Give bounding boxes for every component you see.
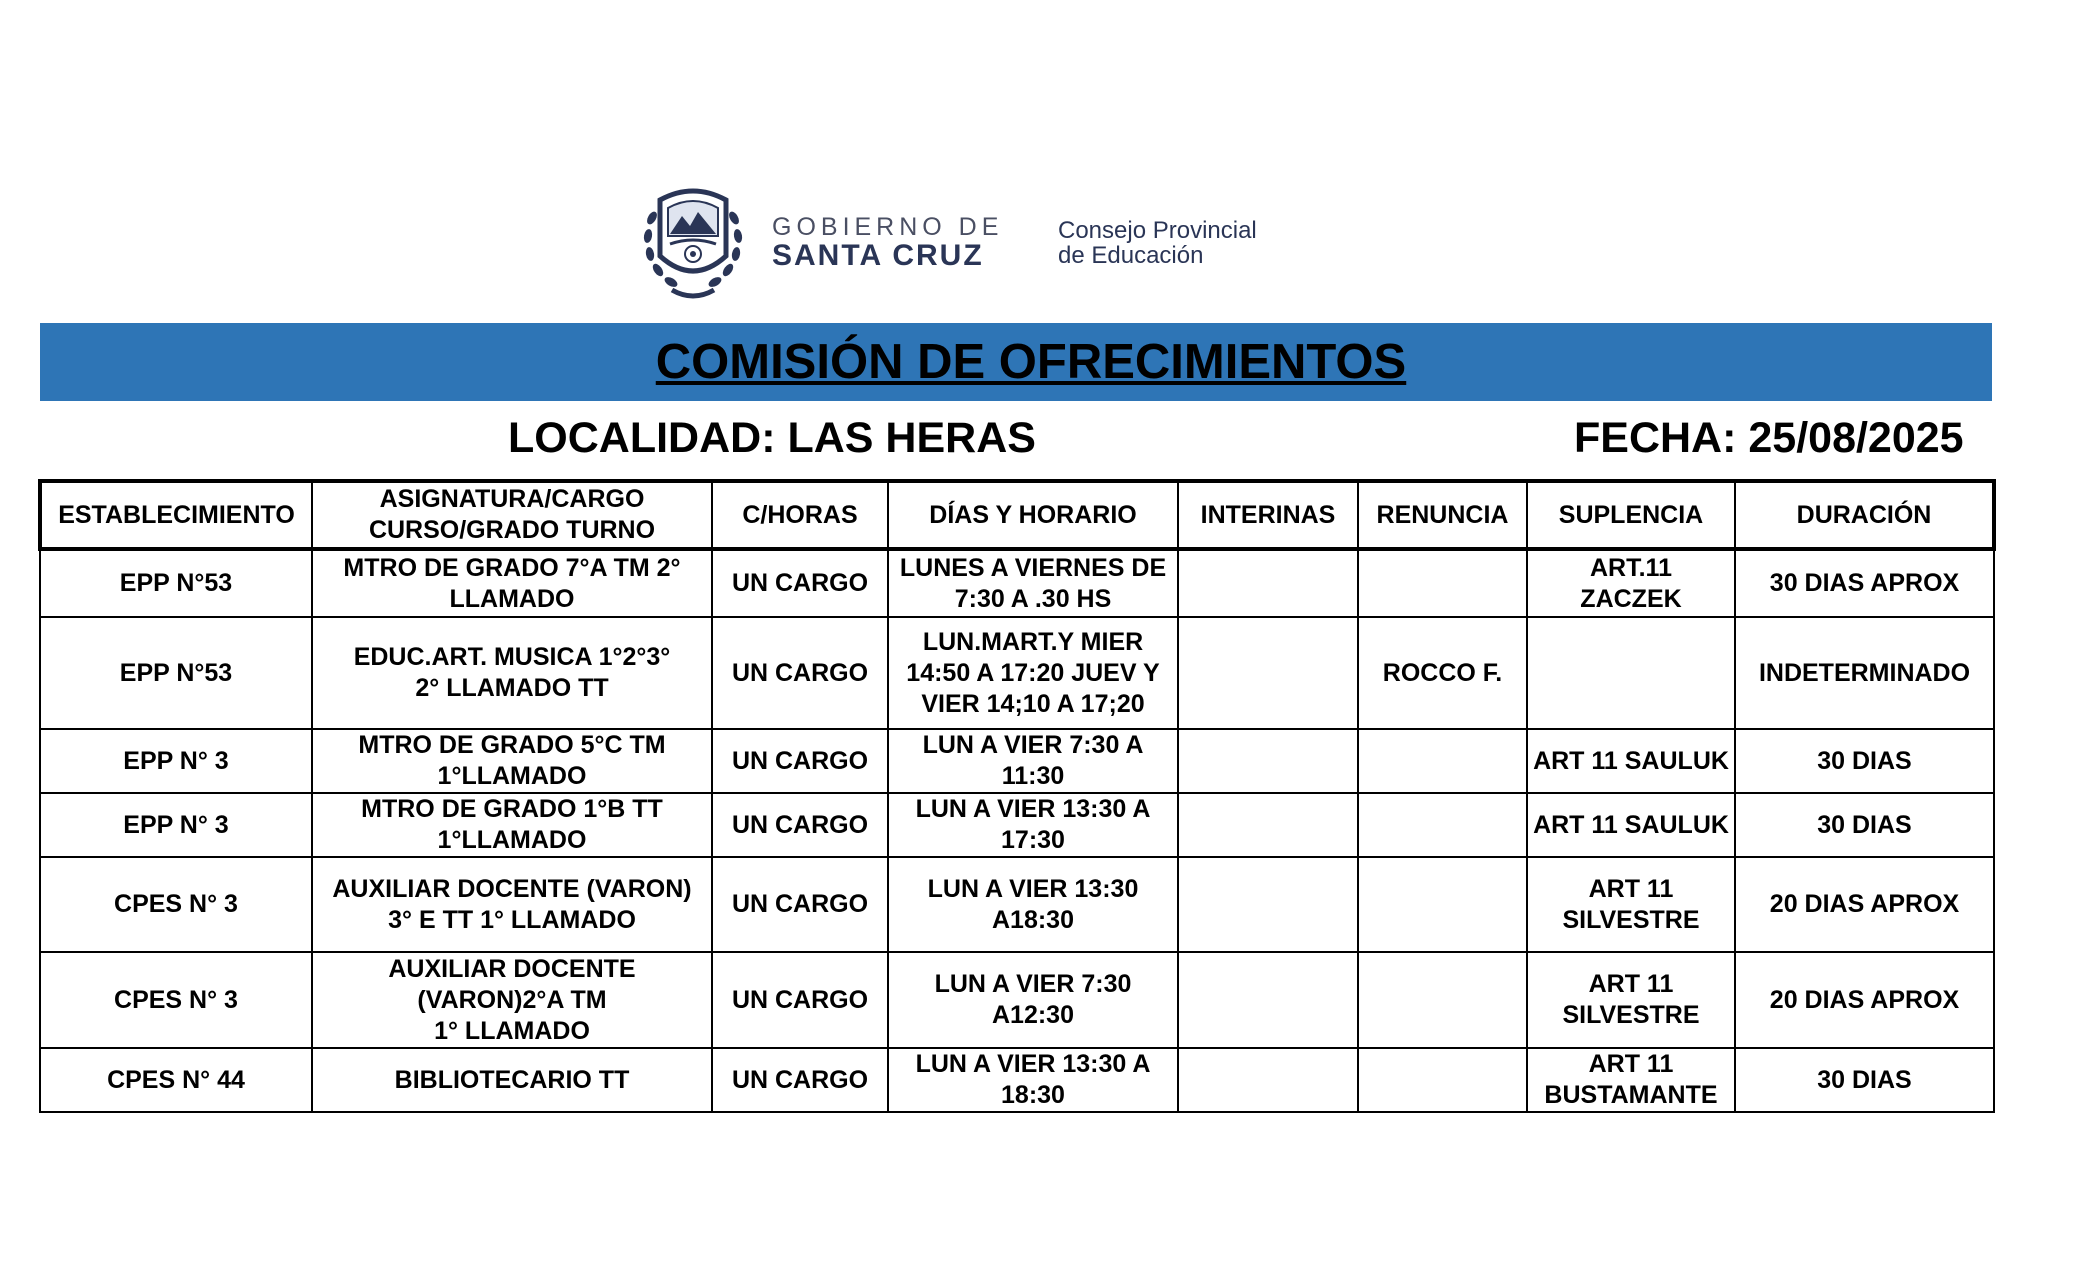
column-header: DÍAS Y HORARIO — [888, 481, 1178, 549]
offers-table — [38, 479, 1996, 1113]
column-header: DURACIÓN — [1735, 481, 1994, 549]
table-cell — [1358, 857, 1527, 952]
table-cell: LUN A VIER 13:30 A18:30 — [888, 857, 1178, 952]
table-cell: ART.11 ZACZEK — [1527, 549, 1735, 617]
council-name — [1058, 218, 1257, 268]
government-line-2: SANTA CRUZ — [772, 239, 984, 272]
table-cell — [1358, 952, 1527, 1048]
table-cell — [1358, 793, 1527, 857]
table-cell: 30 DIAS — [1735, 729, 1994, 793]
locality-label: LOCALIDAD: LAS HERAS — [508, 414, 1036, 462]
provincial-seal-icon — [640, 178, 746, 302]
table-cell: EDUC.ART. MUSICA 1°2°3° 2° LLAMADO TT — [312, 617, 712, 729]
table-cell — [1358, 549, 1527, 617]
table-cell — [1178, 1048, 1358, 1112]
column-header: RENUNCIA — [1358, 481, 1527, 549]
table-cell: EPP N° 3 — [40, 729, 312, 793]
table-cell: UN CARGO — [712, 617, 888, 729]
table-cell: MTRO DE GRADO 1°B TT 1°LLAMADO — [312, 793, 712, 857]
table-cell: ART 11 SAULUK — [1527, 729, 1735, 793]
table-cell: LUN A VIER 7:30 A 11:30 — [888, 729, 1178, 793]
table-cell: ART 11 SILVESTRE — [1527, 857, 1735, 952]
column-header: SUPLENCIA — [1527, 481, 1735, 549]
government-name — [772, 214, 1003, 272]
header-logo — [640, 178, 1300, 302]
table-cell: UN CARGO — [712, 729, 888, 793]
table-row — [40, 617, 1994, 729]
table-cell: LUN A VIER 13:30 A 17:30 — [888, 793, 1178, 857]
table-cell: 30 DIAS — [1735, 793, 1994, 857]
table-cell: CPES N° 44 — [40, 1048, 312, 1112]
table-cell: UN CARGO — [712, 857, 888, 952]
table-cell — [1178, 729, 1358, 793]
table-row — [40, 729, 1994, 793]
table-cell — [1178, 793, 1358, 857]
table-cell — [1178, 952, 1358, 1048]
table-cell: 20 DIAS APROX — [1735, 857, 1994, 952]
table-cell: EPP N° 3 — [40, 793, 312, 857]
table-cell: MTRO DE GRADO 7°A TM 2° LLAMADO — [312, 549, 712, 617]
table-cell: CPES N° 3 — [40, 952, 312, 1048]
table-cell: UN CARGO — [712, 793, 888, 857]
column-header: INTERINAS — [1178, 481, 1358, 549]
page-title: COMISIÓN DE OFRECIMIENTOS — [655, 335, 1407, 389]
table-body — [40, 549, 1994, 1112]
table-cell: AUXILIAR DOCENTE (VARON)2°A TM 1° LLAMADO — [312, 952, 712, 1048]
table-cell: LUNES A VIERNES DE 7:30 A .30 HS — [888, 549, 1178, 617]
column-header: C/HORAS — [712, 481, 888, 549]
table-cell — [1358, 1048, 1527, 1112]
table-cell: LUN.MART.Y MIER 14:50 A 17:20 JUEV Y VIER 14;10 A 17;20 — [888, 617, 1178, 729]
title-banner — [40, 323, 1992, 401]
table-cell: ROCCO F. — [1358, 617, 1527, 729]
table-cell: 20 DIAS APROX — [1735, 952, 1994, 1048]
table-cell: EPP N°53 — [40, 549, 312, 617]
table-cell: BIBLIOTECARIO TT — [312, 1048, 712, 1112]
table-cell: EPP N°53 — [40, 617, 312, 729]
table-cell — [1178, 549, 1358, 617]
table-cell: LUN A VIER 13:30 A 18:30 — [888, 1048, 1178, 1112]
table-cell: UN CARGO — [712, 549, 888, 617]
table-cell: ART 11 SAULUK — [1527, 793, 1735, 857]
government-line-1: GOBIERNO DE — [772, 213, 1004, 241]
table-cell: 30 DIAS APROX — [1735, 549, 1994, 617]
column-header: ESTABLECIMIENTO — [40, 481, 312, 549]
date-label: FECHA: 25/08/2025 — [1574, 414, 1964, 462]
table-row — [40, 1048, 1994, 1112]
council-line-2: de Educación — [1058, 242, 1204, 269]
table-row — [40, 857, 1994, 952]
table-cell: UN CARGO — [712, 952, 888, 1048]
table-cell: UN CARGO — [712, 1048, 888, 1112]
table-cell: ART 11 SILVESTRE — [1527, 952, 1735, 1048]
header-row — [40, 481, 1994, 549]
table-header — [40, 481, 1994, 549]
table-cell: ART 11 BUSTAMANTE — [1527, 1048, 1735, 1112]
table-row — [40, 952, 1994, 1048]
column-header: ASIGNATURA/CARGO CURSO/GRADO TURNO — [312, 481, 712, 549]
table-cell: LUN A VIER 7:30 A12:30 — [888, 952, 1178, 1048]
table-cell: 30 DIAS — [1735, 1048, 1994, 1112]
table-cell — [1178, 857, 1358, 952]
table-cell — [1178, 617, 1358, 729]
table-cell: AUXILIAR DOCENTE (VARON) 3° E TT 1° LLAMADO — [312, 857, 712, 952]
council-line-1: Consejo Provincial — [1058, 217, 1257, 244]
table-cell: MTRO DE GRADO 5°C TM 1°LLAMADO — [312, 729, 712, 793]
table-cell: INDETERMINADO — [1735, 617, 1994, 729]
table-cell: CPES N° 3 — [40, 857, 312, 952]
table-cell — [1527, 617, 1735, 729]
table-row — [40, 549, 1994, 617]
table-row — [40, 793, 1994, 857]
table-cell — [1358, 729, 1527, 793]
